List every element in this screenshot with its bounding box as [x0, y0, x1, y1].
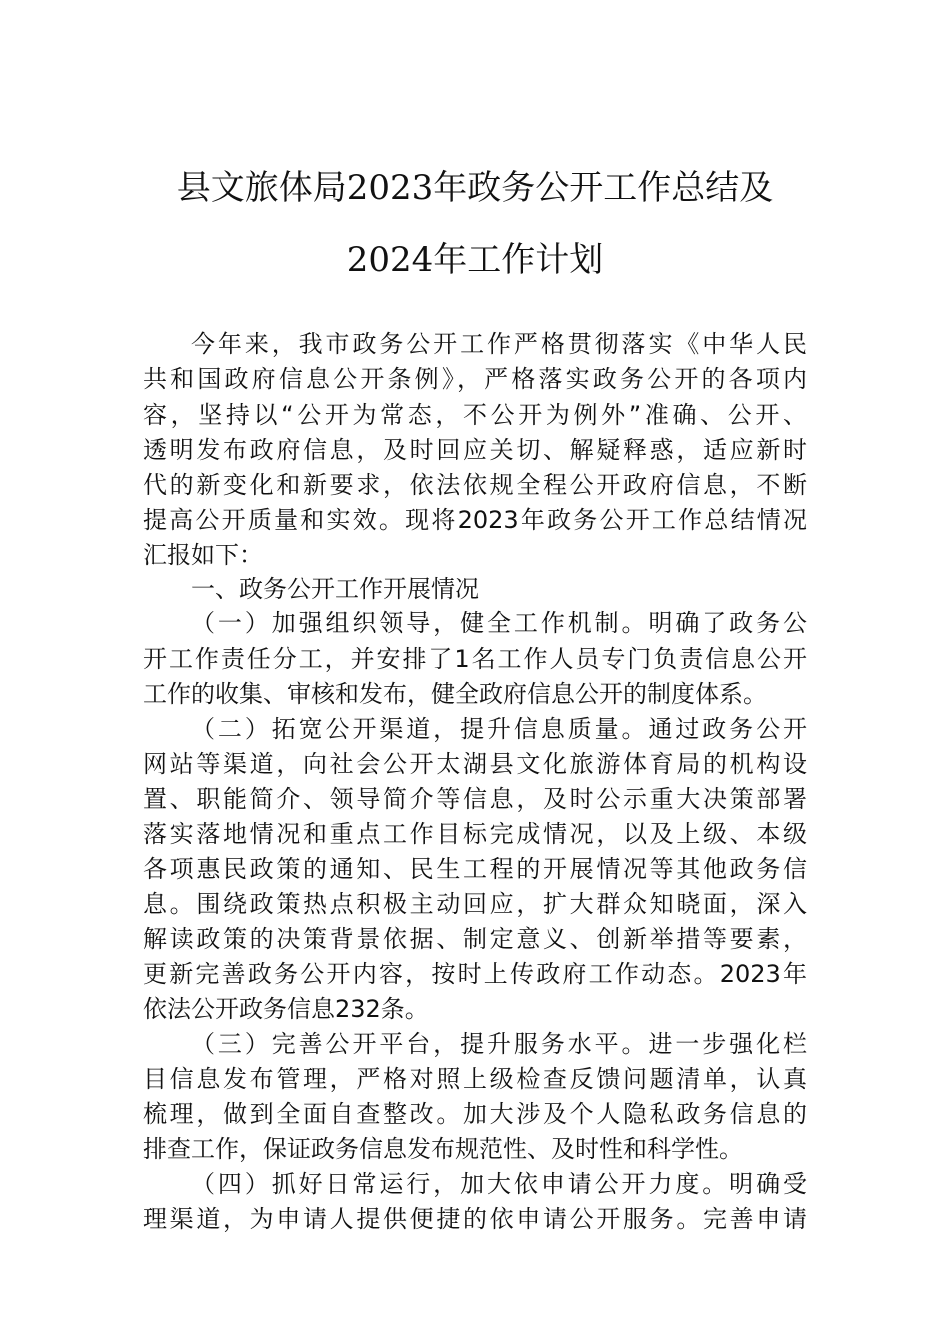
body-line: 排查工作，保证政务信息发布规范性、及时性和科学性。	[143, 1135, 743, 1163]
document-title-line-1: 县文旅体局2023年政务公开工作总结及	[176, 168, 774, 208]
body-line: （二）拓宽公开渠道，提升信息质量。通过政务公开	[191, 715, 807, 743]
body-line: 理渠道，为申请人提供便捷的依申请公开服务。完善申请	[143, 1205, 807, 1233]
body-line: 各项惠民政策的通知、民生工程的开展情况等其他政务信	[143, 855, 807, 883]
body-line: 置、职能简介、领导简介等信息，及时公示重大决策部署	[143, 785, 807, 813]
body-line: 依法公开政务信息232条。	[143, 995, 429, 1023]
body-line: 落实落地情况和重点工作目标完成情况，以及上级、本级	[143, 820, 807, 848]
body-line: 汇报如下：	[143, 541, 263, 569]
body-line: 梳理，做到全面自查整改。加大涉及个人隐私政务信息的	[143, 1100, 807, 1128]
body-line: 今年来，我市政务公开工作严格贯彻落实《中华人民	[191, 330, 807, 358]
body-line: 提高公开质量和实效。现将2023年政务公开工作总结情况	[143, 506, 807, 534]
body-line: 目信息发布管理，严格对照上级检查反馈问题清单，认真	[143, 1065, 807, 1093]
body-line: 解读政策的决策背景依据、制定意义、创新举措等要素，	[143, 925, 807, 953]
body-line: 工作的收集、审核和发布，健全政府信息公开的制度体系。	[143, 680, 767, 708]
section-heading: 一、政务公开工作开展情况	[191, 575, 479, 603]
body-line: 共和国政府信息公开条例》，严格落实政务公开的各项内	[143, 365, 807, 393]
body-line: 更新完善政务公开内容，按时上传政府工作动态。2023年	[143, 960, 807, 988]
body-line: 网站等渠道，向社会公开太湖县文化旅游体育局的机构设	[143, 750, 807, 778]
body-line: 息。围绕政策热点积极主动回应，扩大群众知晓面，深入	[143, 890, 807, 918]
document-title-line-2: 2024年工作计划	[346, 240, 604, 280]
body-line: 开工作责任分工，并安排了1名工作人员专门负责信息公开	[143, 645, 807, 673]
body-line: （一）加强组织领导，健全工作机制。明确了政务公	[191, 609, 807, 637]
body-line: 容，坚持以“公开为常态，不公开为例外”准确、公开、	[143, 401, 807, 429]
body-line: 透明发布政府信息，及时回应关切、解疑释惑，适应新时	[143, 436, 807, 464]
body-line: 代的新变化和新要求，依法依规全程公开政府信息，不断	[143, 471, 807, 499]
body-line: （三）完善公开平台，提升服务水平。进一步强化栏	[191, 1030, 807, 1058]
body-line: （四）抓好日常运行，加大依申请公开力度。明确受	[191, 1170, 807, 1198]
